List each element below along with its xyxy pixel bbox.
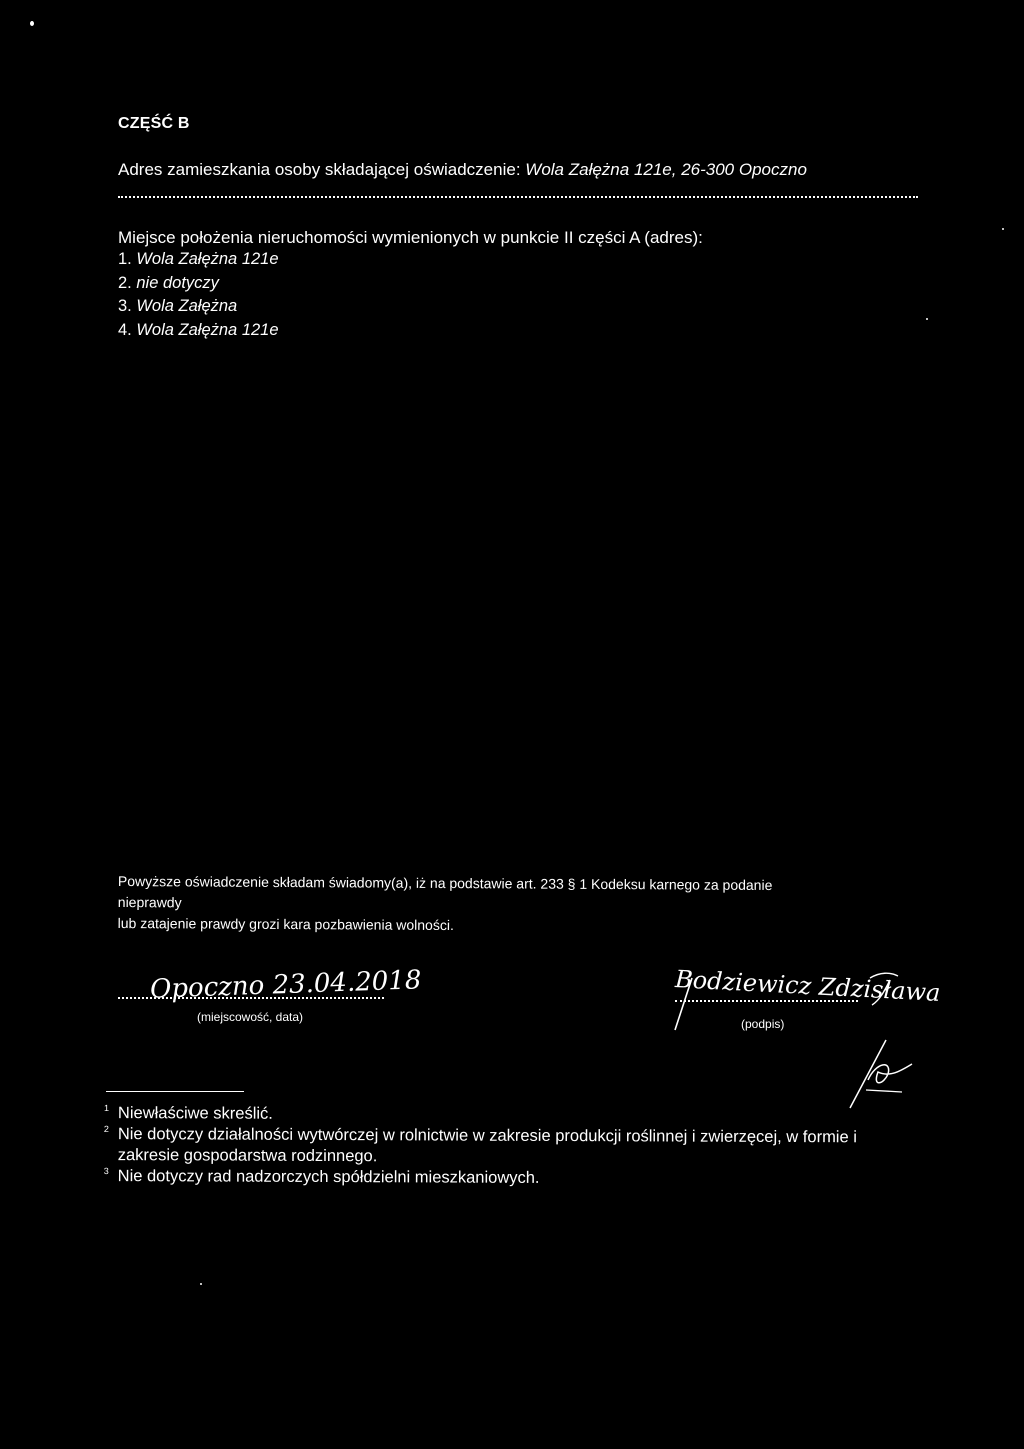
list-item-number: 2. [118, 273, 132, 292]
signature-handwriting: Bodziewicz Zdzisława [674, 965, 942, 1007]
list-item-number: 3. [118, 297, 132, 315]
place-date-handwriting: Opoczno 23.04.2018 [149, 965, 422, 1005]
footnote [100, 1124, 920, 1170]
list-item-number: 1. [118, 250, 132, 268]
footnote-text: Nie dotyczy rad nadzorczych spółdzielni mieszkaniowych. [117, 1167, 540, 1187]
list-item [118, 248, 279, 272]
footnote-mark: 3 [103, 1166, 109, 1177]
declaration-text [118, 871, 878, 939]
declaration-line: Powyższe oświadczenie składam świadomy(a), iż na podstawie art. 233 § 1 Kodeksu karnego za podanie [117, 872, 773, 893]
scan-speck [1002, 228, 1004, 230]
scan-speck [200, 1283, 202, 1285]
list-item-value: nie dotyczy [136, 273, 219, 292]
list-item [118, 272, 279, 296]
declaration-line: nieprawdy [117, 893, 182, 911]
residence-value: Wola Załężna 121e, 26-300 Opoczno [525, 160, 807, 179]
residence-label: Adres zamieszkania osoby składającej oświadczenie: [118, 160, 521, 179]
scan-speck [926, 318, 928, 320]
signature-dotted-line [675, 1000, 858, 1002]
footnote [100, 1166, 920, 1191]
property-location-heading: Miejsce położenia nieruchomości wymienionych w punkcie II części A (adres): [118, 228, 703, 247]
place-date-caption: (miejscowość, data) [197, 1010, 304, 1024]
footnote-text: Nie dotyczy działalności wytwórczej w rolnictwie w zakresie produkcji roślinnej i zwierzęcej, w formie i zakresie gospodarstwa rodzinnego. [117, 1125, 857, 1166]
list-item [118, 319, 279, 343]
scan-speck [30, 21, 34, 26]
footnote-mark: 1 [103, 1103, 110, 1114]
footnote-separator [106, 1091, 244, 1092]
dotted-divider [118, 196, 918, 198]
list-item-value: Wola Załężna [136, 297, 238, 315]
section-title: CZĘŚĆ B [118, 115, 190, 132]
list-item-value: Wola Załężna 121e [136, 320, 279, 339]
declaration-line: lub zatajenie prawdy grozi kara pozbawienia wolności. [117, 914, 454, 934]
list-item [118, 295, 279, 319]
footnote-text: Niewłaściwe skreślić. [117, 1104, 273, 1123]
property-location-list [118, 248, 279, 342]
footnotes [100, 1103, 920, 1191]
place-date-dotted-line [118, 997, 384, 999]
list-item-number: 4. [118, 320, 132, 339]
footnote-mark: 2 [103, 1124, 109, 1135]
list-item-value: Wola Załężna 121e [136, 250, 279, 268]
signature-caption: (podpis) [741, 1017, 785, 1031]
residence-address [118, 160, 807, 180]
